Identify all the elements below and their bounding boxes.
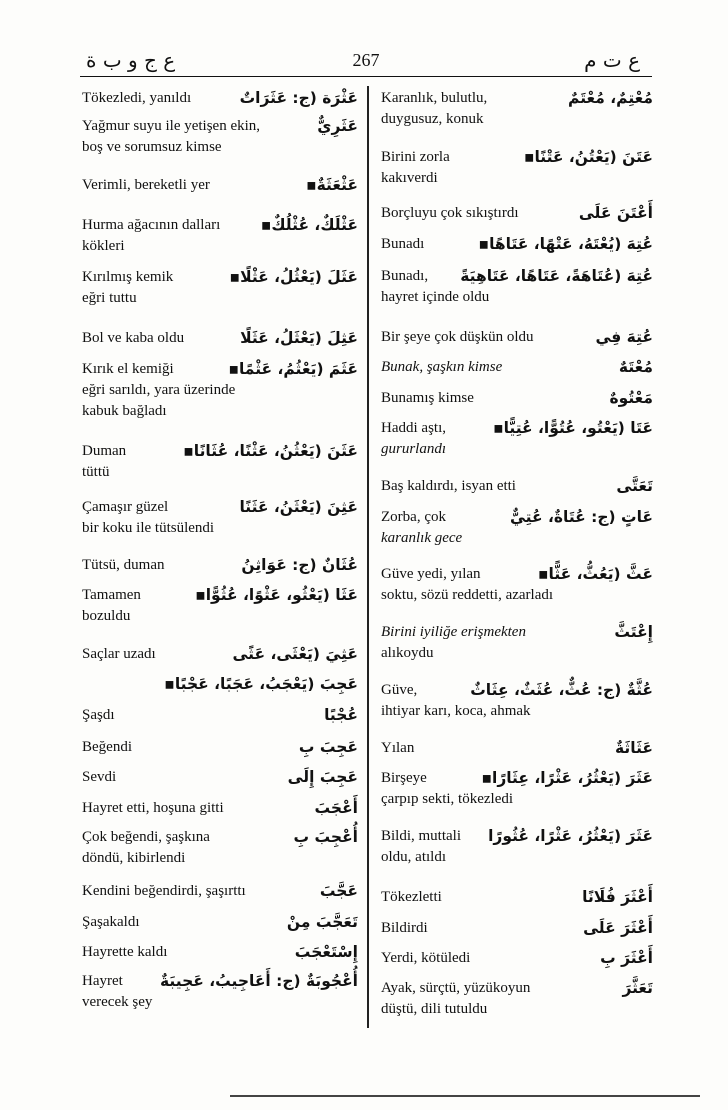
arabic-headword-text: أَعْثَرَ بِ <box>600 949 653 967</box>
dictionary-entry <box>82 942 358 963</box>
arabic-headword <box>520 145 653 169</box>
running-header <box>80 46 652 77</box>
arabic-headword-text: عَجِبَ إِلَى <box>287 768 358 786</box>
translation-line: boş ve sorumsuz kimse <box>82 139 222 155</box>
arabic-headword <box>299 735 358 759</box>
arabic-headword-text: عَثَاثَةٌ <box>615 739 653 757</box>
dictionary-entry <box>381 948 653 969</box>
arabic-headword <box>488 824 653 848</box>
translation-line: Şaşdı <box>82 707 115 723</box>
dictionary-entry <box>381 564 653 606</box>
dictionary-entry <box>82 267 358 309</box>
arabic-headword <box>191 583 358 607</box>
arabic-headword <box>179 439 358 463</box>
arabic-headword-text: عَثْرَة (ج: عَثَرَاتٌ <box>239 89 358 107</box>
translation-line: Çok beğendi, şaşkına <box>82 829 210 845</box>
entry-bullet: ▪ <box>538 565 549 583</box>
dictionary-entry <box>82 798 358 819</box>
arabic-headword-text: عَتَنَ (يَعْتُنُ، عَتْنًا <box>534 148 653 166</box>
entry-bullet: ▪ <box>229 268 241 286</box>
translation-line: kökleri <box>82 238 125 254</box>
translation-line: Bunamış kimse <box>381 390 474 406</box>
arabic-headword <box>534 562 653 586</box>
dictionary-entry <box>82 441 358 483</box>
dictionary-entry <box>82 555 358 576</box>
arabic-headword-text: عَثَا (يَعْثُو، عَثْوًا، عُثُوًّا <box>205 586 358 604</box>
arabic-headword <box>315 796 358 820</box>
entry-bullet: ▪ <box>523 148 535 166</box>
translation-line: Birini iyiliğe erişmekten <box>381 624 526 640</box>
arabic-headword <box>302 173 358 197</box>
dictionary-entry <box>381 234 653 255</box>
arabic-headword-text: أَعْثَرَ عَلَى <box>583 919 653 937</box>
arabic-headword <box>320 879 358 903</box>
arabic-headword-text: تَعَتَّى <box>616 477 653 495</box>
dictionary-entry <box>381 266 653 308</box>
arabic-headword <box>240 326 358 350</box>
translation-line: Bol ve kaba oldu <box>82 330 185 346</box>
translation-line: Bildirdi <box>381 920 428 936</box>
arabic-headword <box>595 325 653 349</box>
arabic-headword-text: عُثَانٌ (ج: عَوَاثِنُ <box>241 556 358 574</box>
arabic-headword-text: مُعْتَهٌ <box>618 358 653 376</box>
dictionary-entry <box>82 497 358 539</box>
translation-line: alıkoydu <box>381 645 434 661</box>
dictionary-entry <box>381 327 653 348</box>
arabic-headword-text: عَجِبَ (يَعْجَبُ، عَجَبًا، عَجْبًا <box>174 675 358 693</box>
arabic-headword <box>622 976 653 1000</box>
translation-line: Tökezletti <box>381 889 442 905</box>
dictionary-entry <box>82 827 358 869</box>
dictionary-entry <box>82 328 358 349</box>
translation-line: Bunak, şaşkın kimse <box>381 359 503 375</box>
arabic-headword <box>240 86 358 110</box>
arabic-headword-text: عَثَمَ (يَعْثُمُ، عَثْمًا <box>238 360 358 378</box>
translation-line: Sevdi <box>82 769 117 785</box>
translation-line: Tamamen <box>82 587 141 603</box>
arabic-headword <box>489 416 653 440</box>
arabic-headword-text: عَاتٍ (ج: عُتَاةٌ، عُتِيٌّ <box>510 508 653 526</box>
translation-line: kakıverdi <box>381 170 438 186</box>
dictionary-entry <box>381 978 653 1020</box>
translation-line: Verimli, bereketli yer <box>82 177 210 193</box>
entry-bullet: ▪ <box>478 235 490 253</box>
arabic-headword <box>582 885 653 909</box>
arabic-headword <box>609 386 653 410</box>
translation-line: bozuldu <box>82 608 131 624</box>
translation-line: Çamaşır güzel <box>82 499 169 515</box>
arabic-headword-text: عَثَرِيٌّ <box>317 117 358 135</box>
translation-line: Hayret <box>82 973 123 989</box>
arabic-headword-text: عَثَرَ (يَعْثُرُ، عَثْرًا، عُثُورًا <box>488 827 653 845</box>
footer-rule <box>230 1095 700 1097</box>
dictionary-entry <box>82 359 358 422</box>
arabic-headword <box>583 916 653 940</box>
arabic-headword <box>615 736 653 760</box>
entry-bullet: ▪ <box>164 675 175 693</box>
dictionary-entry <box>381 622 653 664</box>
arabic-headword <box>287 910 358 934</box>
dictionary-entry <box>82 585 358 627</box>
arabic-headword-text: عَثَرَ (يَعْثُرُ، عَثْرًا، عِثَارًا <box>492 769 653 787</box>
translation-line: kabuk bağladı <box>82 403 167 419</box>
dictionary-entry <box>381 476 653 497</box>
translation-line: Bildi, muttali <box>381 828 462 844</box>
arabic-headword <box>294 825 358 849</box>
dictionary-entry <box>381 507 653 549</box>
translation-line: çarpıp sekti, tökezledi <box>381 791 514 807</box>
translation-line: Bunadı, <box>381 268 429 284</box>
arabic-headword <box>288 765 358 789</box>
arabic-headword <box>475 232 653 256</box>
arabic-headword-text: إِسْتَعْجَبَ <box>294 943 358 961</box>
translation-line: Beğendi <box>82 739 132 755</box>
translation-line: oldu, atıldı <box>381 849 446 865</box>
translation-line: Güve, <box>381 682 418 698</box>
translation-line: Borçluyu çok sıkıştırdı <box>381 205 519 221</box>
arabic-headword <box>317 114 358 138</box>
arabic-headword <box>460 264 653 288</box>
arabic-headword-text: عَثْعَثَةٌ <box>316 176 358 194</box>
arabic-headword <box>239 495 358 519</box>
arabic-headword-text: عَتَا (يَعْتُو، عُتُوًّا، عُتِيًّا <box>503 419 653 437</box>
translation-line: ihtiyar karı, koca, ahmak <box>381 703 531 719</box>
dictionary-entry <box>82 215 358 257</box>
arabic-headword-text: عَثَنَ (يَعْثُنُ، عَثْنًا، عُثَانًا <box>193 442 358 460</box>
arabic-headword-text: أُعْجِبَ بِ <box>293 828 358 846</box>
arabic-headword-text: عَجِبَ بِ <box>298 738 358 756</box>
entry-bullet: ▪ <box>260 216 272 234</box>
arabic-headword <box>600 946 653 970</box>
arabic-headword-text: تَعَثَّرَ <box>622 979 653 997</box>
dictionary-entry <box>381 738 653 759</box>
translation-line: Baş kaldırdı, isyan etti <box>381 478 516 494</box>
arabic-headword-text: عَثِيَ (يَعْثَى، عَثًى <box>232 645 358 663</box>
arabic-headword-text: عُثَّةٌ (ج: عُثٌّ، عُثَثٌ، عِثَاثٌ <box>470 681 653 699</box>
arabic-headword <box>226 265 358 289</box>
dictionary-entry <box>82 644 358 665</box>
arabic-headword-text: مَعْتُوهٌ <box>609 389 653 407</box>
arabic-headword <box>82 672 358 696</box>
translation-line: tüttü <box>82 464 110 480</box>
dictionary-entry <box>381 388 653 409</box>
translation-line: Yağmur suyu ile yetişen ekin, <box>82 118 261 134</box>
arabic-headword <box>477 766 653 790</box>
translation-line: karanlık gece <box>381 530 463 546</box>
arabic-headword <box>257 213 358 237</box>
arabic-headword-text: إِعْتَثَّ <box>614 623 653 641</box>
dictionary-entry <box>381 918 653 939</box>
translation-line: Birini zorla <box>381 149 450 165</box>
arabic-headword <box>470 678 653 702</box>
translation-line: hayret içinde oldu <box>381 289 490 305</box>
entry-bullet: ▪ <box>228 360 239 378</box>
arabic-headword-text: عَثْلَكٌ، عُثْلُكٌ <box>271 216 358 234</box>
right-column <box>381 86 653 1036</box>
arabic-headword-text: أُعْجُوبَةٌ (ج: أَعَاجِيبُ، عَجِيبَةٌ <box>160 972 358 990</box>
translation-line: Kırık el kemiği <box>82 361 174 377</box>
translation-line: Tökezledi, yanıldı <box>82 90 192 106</box>
dictionary-entry <box>82 912 358 933</box>
translation-line: Saçlar uzadı <box>82 646 156 662</box>
header-right-letters: ع ت م <box>584 48 640 72</box>
arabic-headword-text: عُتِهَ فِي <box>595 328 653 346</box>
translation-line: Bunadı <box>381 236 425 252</box>
arabic-headword <box>616 474 653 498</box>
entry-bullet: ▪ <box>493 419 504 437</box>
arabic-headword-text: أَعْتَنَ عَلَى <box>578 204 653 222</box>
arabic-headword-text: عَثَلَ (يَعْثُلُ، عَثْلًا <box>240 268 358 286</box>
dictionary-entry <box>381 357 653 378</box>
translation-line: Yerdi, kötüledi <box>381 950 471 966</box>
arabic-headword-text: عَجَّبَ <box>319 882 358 900</box>
header-left-letters: ع ج و ب ة <box>86 48 176 72</box>
translation-line: Karanlık, bulutlu, <box>381 90 488 106</box>
dictionary-entry <box>82 971 358 1013</box>
dictionary-entry <box>82 767 358 788</box>
translation-line: gururlandı <box>381 441 447 457</box>
translation-line: Ayak, sürçtü, yüzükoyun <box>381 980 531 996</box>
translation-line: bir koku ile tütsülendi <box>82 520 215 536</box>
translation-line: Haddi aştı, <box>381 420 446 436</box>
dictionary-entry <box>82 737 358 758</box>
translation-line: Yılan <box>381 740 415 756</box>
entry-bullet: ▪ <box>183 442 194 460</box>
arabic-headword <box>614 620 653 644</box>
translation-line: Hurma ağacının dalları <box>82 217 221 233</box>
dictionary-entry <box>381 680 653 722</box>
translation-line: Tütsü, duman <box>82 557 165 573</box>
arabic-headword-text: مُعْتِمٌ، مُعْتَمٌ <box>568 89 653 107</box>
dictionary-entry <box>381 88 653 130</box>
arabic-headword-text: عَثِلَ (يَعْثَلُ، عَثَلًا <box>240 329 358 347</box>
dictionary-entry <box>381 203 653 224</box>
arabic-headword <box>232 642 358 666</box>
arabic-headword-text: أَعْثَرَ فُلَانًا <box>582 888 653 906</box>
dictionary-entry <box>82 705 358 726</box>
arabic-headword <box>224 357 358 381</box>
entry-bullet: ▪ <box>195 586 206 604</box>
translation-line: Kendini beğendirdi, şaşırttı <box>82 883 246 899</box>
dictionary-entry <box>82 88 358 109</box>
arabic-headword <box>160 969 358 993</box>
entry-bullet: ▪ <box>306 176 317 194</box>
entry-bullet: ▪ <box>481 769 492 787</box>
dictionary-entry <box>381 826 653 868</box>
arabic-headword-text: تَعَجَّبَ مِنْ <box>286 913 358 931</box>
arabic-headword-text: عَثِنَ (يَعْثَنُ، عَثَنًا <box>239 498 358 516</box>
arabic-headword-text: عُتِهَ (عُتَاهَةً، عَتَاهًا، عَتَاهِيَةً <box>460 267 653 285</box>
translation-line: Hayrette kaldı <box>82 944 168 960</box>
arabic-headword <box>324 703 358 727</box>
translation-line: Kırılmış kemik <box>82 269 174 285</box>
page-number: 267 <box>352 50 380 70</box>
arabic-headword-text: عَثَّ (يَعُثُّ، عَثًّا <box>548 565 653 583</box>
dictionary-entry <box>82 116 358 158</box>
translation-line: eğri tuttu <box>82 290 137 306</box>
arabic-headword <box>241 553 358 577</box>
translation-line: verecek şey <box>82 994 153 1010</box>
arabic-headword-text: عُتِهَ (يُعْتَهُ، عَتْهًا، عَتَاهًا <box>489 235 653 253</box>
arabic-headword-text: عُجْبًا <box>324 706 358 724</box>
translation-line: döndü, kibirlendi <box>82 850 186 866</box>
translation-line: düştü, dili tutuldu <box>381 1001 488 1017</box>
arabic-headword <box>568 86 653 110</box>
translation-line: Hayret etti, hoşuna gitti <box>82 800 224 816</box>
column-divider <box>367 86 369 1028</box>
translation-line: duygusuz, konuk <box>381 111 484 127</box>
dictionary-entry <box>381 887 653 908</box>
translation-line: Bir şeye çok düşkün oldu <box>381 329 534 345</box>
arabic-headword-text: أَعْجَبَ <box>314 799 358 817</box>
arabic-headword <box>579 201 653 225</box>
translation-line: Şaşakaldı <box>82 914 140 930</box>
arabic-headword <box>295 940 358 964</box>
arabic-headword <box>619 355 653 379</box>
dictionary-entry <box>381 768 653 810</box>
arabic-headword <box>510 505 653 529</box>
translation-line: Güve yedi, yılan <box>381 566 481 582</box>
translation-line: eğri sarıldı, yara üzerinde <box>82 382 236 398</box>
dictionary-entry <box>82 175 358 196</box>
translation-line: soktu, sözü reddetti, azarladı <box>381 587 554 603</box>
translation-line: Duman <box>82 443 127 459</box>
left-column <box>82 86 358 1036</box>
translation-line: Birşeye <box>381 770 427 786</box>
dictionary-entry <box>381 147 653 189</box>
dictionary-entry <box>82 881 358 902</box>
dictionary-entry <box>381 418 653 460</box>
translation-line: Zorba, çok <box>381 509 446 525</box>
